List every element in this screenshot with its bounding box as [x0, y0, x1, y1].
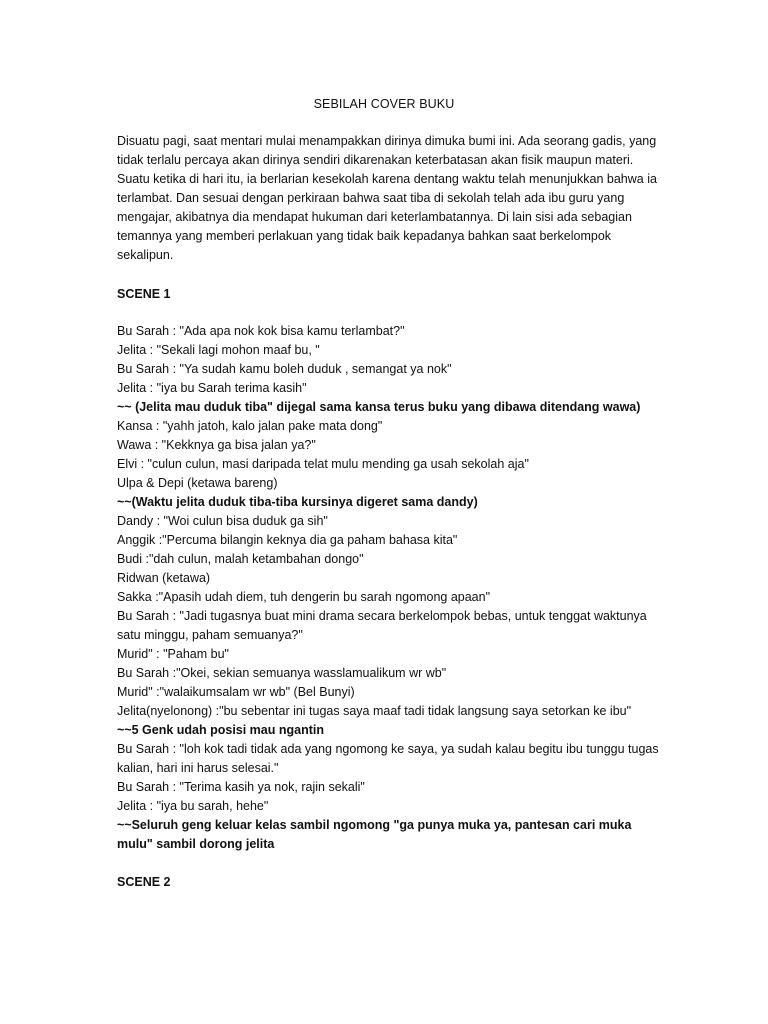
- dialogue-line: Bu Sarah : "Ya sudah kamu boleh duduk , semangat ya nok": [117, 362, 452, 376]
- dialogue-line: Ulpa & Depi (ketawa bareng): [117, 476, 278, 490]
- dialogue-line: Jelita : "Sekali lagi mohon maaf bu, ": [117, 343, 320, 357]
- dialogue-line: Bu Sarah :"Okei, sekian semuanya wasslamualikum wr wb": [117, 666, 447, 680]
- dialogue-line: Bu Sarah : "Ada apa nok kok bisa kamu terlambat?": [117, 324, 405, 338]
- dialogue-line: Jelita : "iya bu Sarah terima kasih": [117, 381, 307, 395]
- dialogue-line: Jelita : "iya bu sarah, hehe": [117, 799, 269, 813]
- dialogue-line: Bu Sarah : "loh kok tadi tidak ada yang ngomong ke saya, ya sudah kalau begitu ibu tunggu tugas kalian, hari ini harus selesai.": [117, 742, 659, 775]
- stage-direction: ~~ (Jelita mau duduk tiba" dijegal sama kansa terus buku yang dibawa ditendang wawa): [117, 400, 641, 414]
- dialogue-line: Bu Sarah : "Jadi tugasnya buat mini drama secara berkelompok bebas, untuk tenggat waktunya satu minggu, paham semuanya?": [117, 609, 647, 642]
- stage-direction: ~~5 Genk udah posisi mau ngantin: [117, 723, 324, 737]
- intro-paragraph: [117, 132, 662, 265]
- dialogue-line: Dandy : "Woi culun bisa duduk ga sih": [117, 514, 328, 528]
- dialogue-line: Ridwan (ketawa): [117, 571, 211, 585]
- document-title: SEBILAH COVER BUKU: [313, 97, 455, 111]
- dialogue-line: Murid" :"walaikumsalam wr wb" (Bel Bunyi): [117, 685, 355, 699]
- dialogue-line: Elvi : "culun culun, masi daripada telat mulu mending ga usah sekolah aja": [117, 457, 529, 471]
- dialogue-line: Murid" : "Paham bu": [117, 647, 229, 661]
- dialogue-line: Anggik :"Percuma bilangin keknya dia ga paham bahasa kita": [117, 533, 458, 547]
- stage-direction: ~~(Waktu jelita duduk tiba-tiba kursinya digeret sama dandy): [117, 495, 478, 509]
- dialogue-line: Budi :"dah culun, malah ketambahan dongo": [117, 552, 364, 566]
- dialogue-line: Wawa : "Kekknya ga bisa jalan ya?": [117, 438, 316, 452]
- scene-2-heading: SCENE 2: [117, 875, 171, 889]
- scene-1-dialogue: [117, 322, 662, 854]
- dialogue-line: Jelita(nyelonong) :"bu sebentar ini tugas saya maaf tadi tidak langsung saya setorkan ke ibu": [117, 704, 632, 718]
- intro-text: Disuatu pagi, saat mentari mulai menampakkan dirinya dimuka bumi ini. Ada seorang gadis, yang tidak terlalu percaya akan dirinya sendiri dikarenakan keterbatasan akan fisik maupun materi. Suatu ketika di hari itu, ia berlarian kesekolah karena dentang waktu telah menunjukkan bahwa ia terlambat. Dan sesuai dengan perkiraan bahwa saat tiba di sekolah telah ada ibu guru yang mengajar, akibatnya dia mendapat hukuman dari keterlambatannya. Di lain sisi ada sebagian temannya yang memberi perlakuan yang tidak baik kepadanya bahkan saat berkelompok sekalipun.: [117, 134, 657, 262]
- stage-direction: ~~Seluruh geng keluar kelas sambil ngomong "ga punya muka ya, pantesan cari muka mulu" sambil dorong jelita: [117, 818, 632, 851]
- dialogue-line: Sakka :"Apasih udah diem, tuh dengerin bu sarah ngomong apaan": [117, 590, 491, 604]
- dialogue-line: Kansa : "yahh jatoh, kalo jalan pake mata dong": [117, 419, 383, 433]
- dialogue-line: Bu Sarah : "Terima kasih ya nok, rajin sekali": [117, 780, 365, 794]
- scene-1-heading: SCENE 1: [117, 287, 171, 301]
